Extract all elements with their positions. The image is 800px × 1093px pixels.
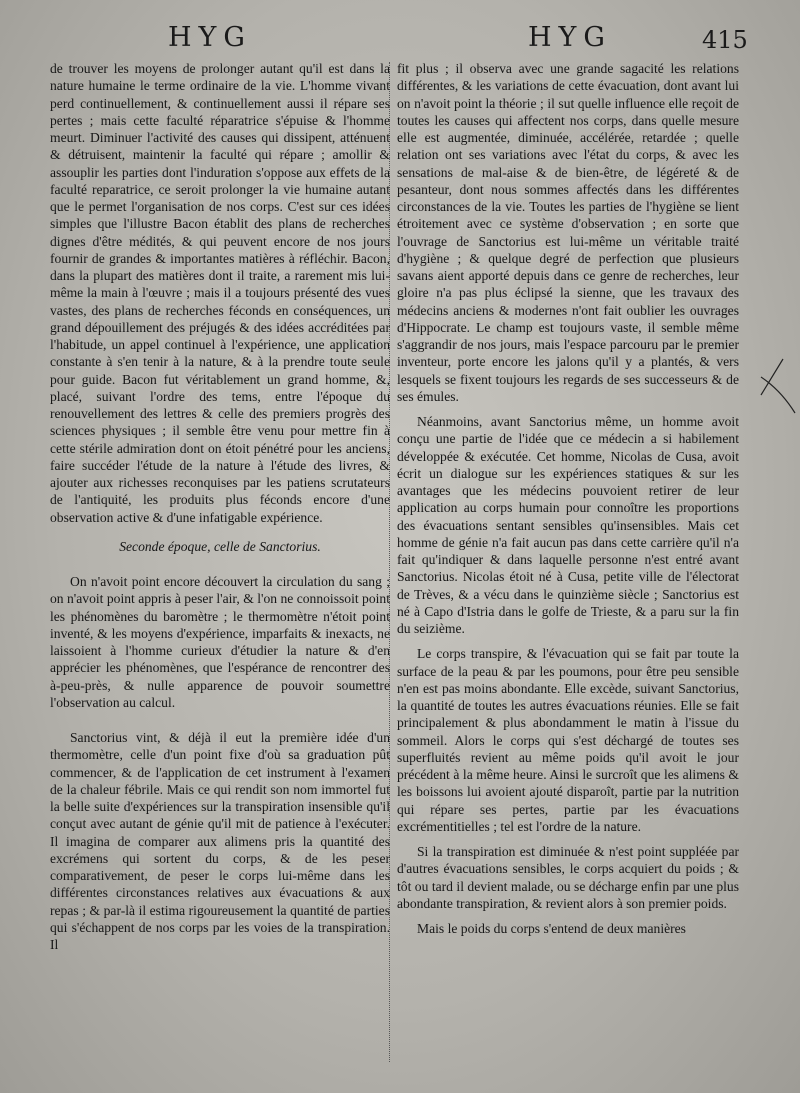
page-number: 415 bbox=[702, 26, 748, 54]
paragraph: On n'avoit point encore découvert la circulation du sang ; on n'avoit point appris à peser l'air, & l'on ne connoissoit point les phénomènes du baromètre ; le thermomètre n'étoit point inventé, & les moyens d'expérience, imparfaits & inexacts, ne laissoient à l'homme curieux d'étudier la nature & d'en apprécier les phénomènes, que l'espérance de rencontrer des à-peu-près, & nulle apparence de pouvoir soumettre l'observation au calcul. bbox=[50, 574, 390, 710]
margin-annotation-mark bbox=[755, 355, 800, 415]
paragraph: Si la transpiration est diminuée & n'est point suppléée par d'autres évacuations sensibles, le corps acquiert du poids ; & tôt ou tard il devient malade, ou se décharge enfin par une plus abondante transpiration, & revient alors à son premier poids. bbox=[397, 844, 739, 911]
running-head-left: HYG bbox=[168, 22, 252, 53]
right-column bbox=[397, 60, 739, 937]
paragraph: Néanmoins, avant Sanctorius même, un homme avoit conçu une partie de l'idée que ce médecin a si habilement développée & exécutée. Cet homme, Nicolas de Cusa, avoit écrit un dialogue sur les expériences statiques & sur les avantages que les médecins pouvoient retirer de leur application au corps humain pour connoître les proportions des évacuations sentant sensibles qu'insensibles. Mais cet homme de génie n'a fait aucun pas dans cette carrière qu'il n'a fait qu'indiquer & dans laquelle personne n'est entré avant Sanctorius. Nicolas étoit né à Cusa, petite ville de l'électorat de Trèves, & a vécu dans le quinzième siècle ; Sanctorius est né à Capo d'Istria dans le golfe de Trieste, & a paru sur la fin du seizième. bbox=[397, 414, 739, 636]
paragraph: Mais le poids du corps s'entend de deux manières bbox=[417, 921, 686, 936]
paragraph: fit plus ; il observa avec une grande sagacité les relations différentes, & les variations de cette évacuation, dont avant lui on n'avoit point la théorie ; il sut quelle influence elle reçoit de toutes les causes qui affectent nos corps, dans quelle mesure elle est augmentée, diminuée, accélérée, retardée ; quelle relation ont ses variations avec l'état du corps, & avec les sensations de mal-aise & de bien-être, de légéreté & de pesanteur, dont nous sommes affectés dans les différentes circonstances de la vie. Toutes les parties de l'hygiène se lient étroitement avec ce système d'observation ; en sorte que l'ouvrage de Sanctorius est lui-même un véritable traité d'hygiène ; & quelque degré de perfection que plusieurs savans aient apporté depuis dans ce genre de recherches, leur gloire n'a pas plus éclipsé la sienne, que les travaux des médecins anciens & modernes n'ont fait oublier les ouvrages d'Hippocrate. Le champ est toujours vaste, il semble même s'aggrandir de nos jours, mais l'espace parcouru par le premier inventeur, porte encore les jalons qu'il y a plantés, & vers lesquels se fixent toujours les regards de ses successeurs & de ses émules. bbox=[397, 61, 739, 404]
left-column bbox=[50, 60, 390, 953]
paragraph: Sanctorius vint, & déjà il eut la première idée d'un thermomètre, celle d'un point fixe d'où sa graduation pût commencer, & de l'application de cet instrument à l'examen de la chaleur fébrile. Mais ce qui rendit son nom immortel fut la belle suite d'expériences sur la transpiration insensible qu'il conçut avec autant de génie qu'il mit de patience à l'exécuter. Il imagina de comparer aux alimens pris la quantité des excrémens qui sortent du corps, & de les peser comparativement, de peser le corps lui-même dans les différentes circonstances relatives aux évacuations & aux repas ; & par-là il estima rigoureusement la quantité de parties qui s'échappent de nos corps par les voies de la transpiration. Il bbox=[50, 730, 390, 952]
paragraph: Le corps transpire, & l'évacuation qui se fait par toute la surface de la peau & par les poumons, pour être peu sensible n'en est pas moins abondante. Elle excède, suivant Sanctorius, la quantité de toutes les autres évacuations réunies. Elle se fait principalement & plus abondamment le matin à l'issue du sommeil. Alors le corps qui s'est déchargé de toutes ses superfluités revient au même poids qu'il avoit le jour précédent à la même heure. Ainsi le surcroît que les alimens & les boissons lui avoient ajouté disparoît, partie par la nutrition qui répare ses pertes, partie par les évacuations excrémentitielles ; tel est l'ordre de la nature. bbox=[397, 646, 739, 834]
running-head-right: HYG bbox=[528, 22, 612, 53]
section-heading: Seconde époque, celle de Sanctorius. bbox=[119, 538, 321, 554]
paragraph: de trouver les moyens de prolonger autant qu'il est dans la nature humaine le terme ordinaire de la vie. L'homme vivant perd continuellement, & continuellement aussi il répare ses pertes ; mais cette faculté réparatrice s'épuise & l'homme meurt. Diminuer l'activité des causes qui dissipent, atténuent & détruisent, maintenir la faculté qui répare ; amollir & assouplir les parties dont l'induration s'oppose aux effets de la faculté reparatrice, ce seroit prolonger la vie humaine autant que le permet l'organisation de nos corps. C'est sur ces idées simples que l'illustre Bacon établit des plans de recherches dignes d'être médités, & qui peuvent encore de nos jours fournir de grandes & importantes matières à réfléchir. Bacon, dans la plupart des matières dont il traite, a rarement mis lui-même la main à l'œuvre ; mais il a toujours présenté des vues vastes, des plans de recherches féconds en conséquences, un grand dépouillement des préjugés & des idées accréditées par l'habitude, un appel continuel à l'expérience, une application constante à s'en tenir à la nature, & à la prendre toute seule pour guide. Bacon fut véritablement un grand homme, &, placé, suivant l'ordre des tems, entre l'époque du renouvellement des lettres & celle des premiers progrès des sciences physiques ; il semble être venu pour mettre fin à cette stérile admiration dont on étoit pénétré pour les anciens, faire succéder l'étude de la nature à l'étude des livres, & ajouter aux richesses reconquises par les patiens scrutateurs de l'antiquité, les produits plus féconds encore d'une observation active & d'une infatigable expérience. bbox=[50, 61, 390, 525]
